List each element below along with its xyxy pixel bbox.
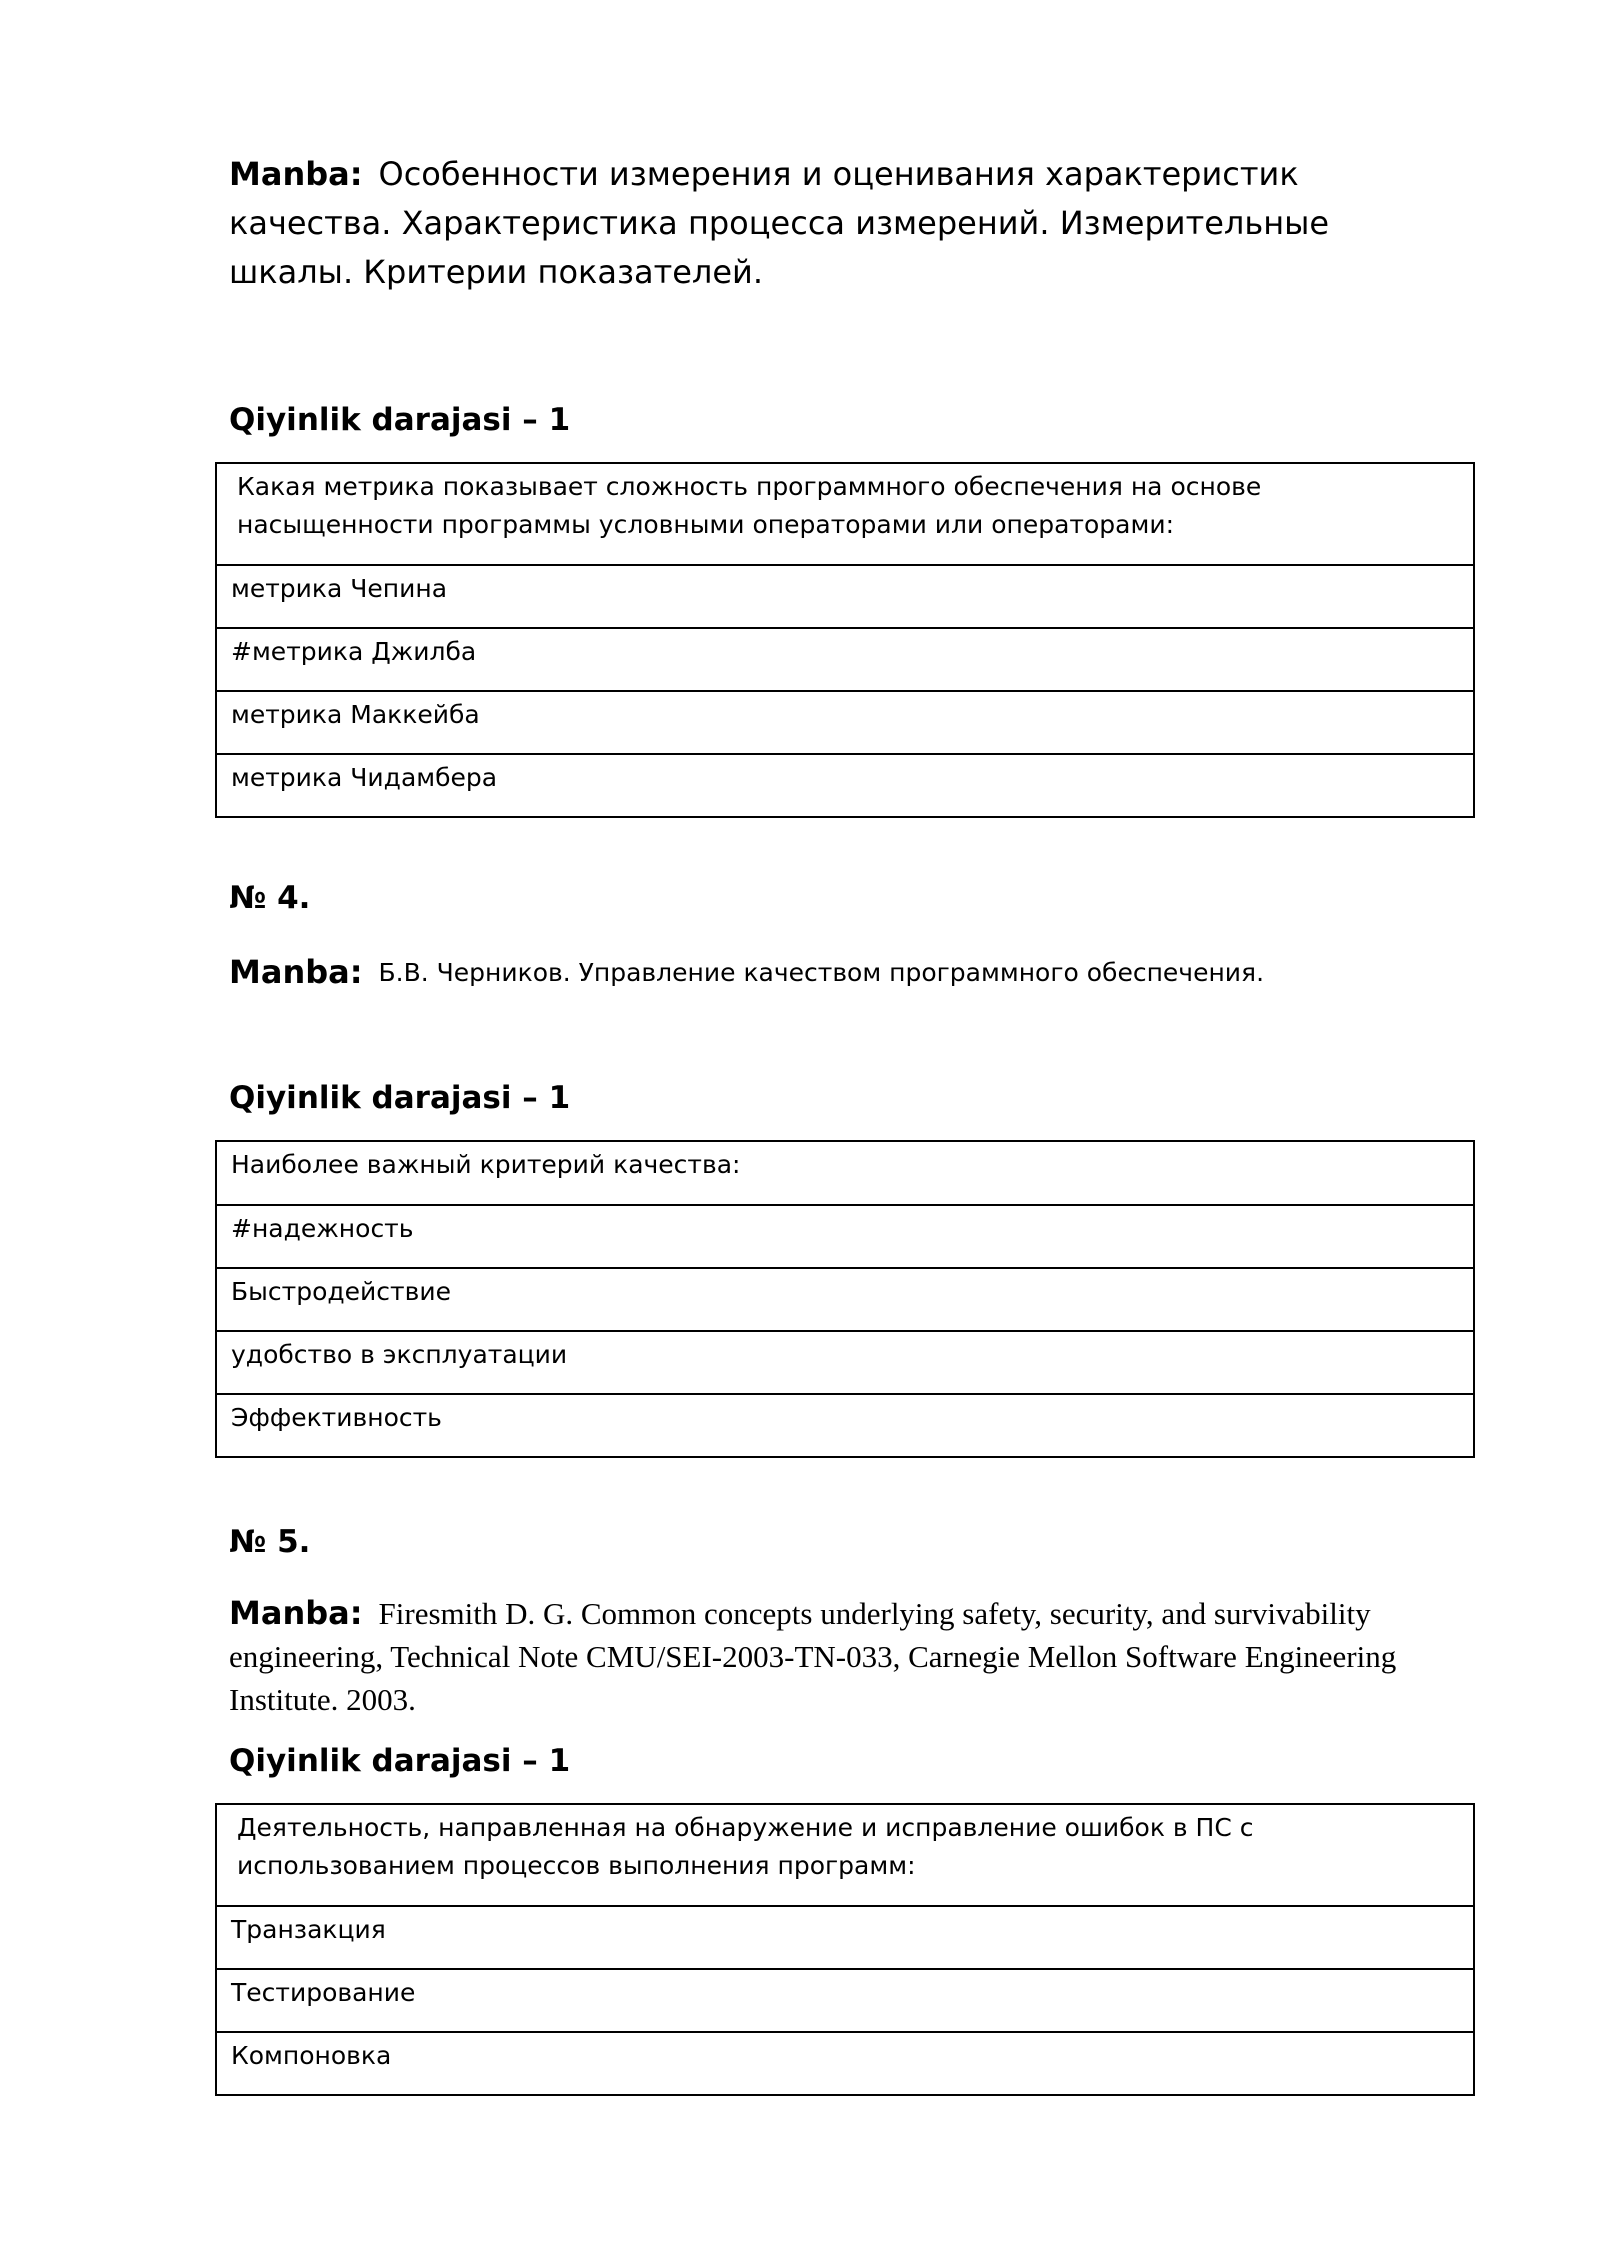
table-row bbox=[216, 2032, 1474, 2095]
answer-option: Эффективность bbox=[216, 1394, 1474, 1457]
question-text: Наиболее важный критерий качества: bbox=[216, 1141, 1474, 1205]
question-number: № 5. bbox=[229, 1524, 311, 1560]
answer-option: #надежность bbox=[216, 1205, 1474, 1268]
table-row bbox=[216, 628, 1474, 691]
table-row bbox=[216, 1804, 1474, 1906]
answer-option: Быстродействие bbox=[216, 1268, 1474, 1331]
source-paragraph bbox=[229, 948, 1484, 997]
table-row bbox=[216, 463, 1474, 565]
answer-option: метрика Маккейба bbox=[216, 691, 1474, 754]
source-paragraph bbox=[229, 1592, 1474, 1721]
table-row bbox=[216, 1906, 1474, 1969]
source-text: Firesmith D. G. Common concepts underlying safety, security, and survivability engineering, Technical Note CMU/SEI-2003-TN-033, Carnegie Mellon Software Engineering Institute. 2003. bbox=[229, 1596, 1397, 1717]
answer-option: метрика Чепина bbox=[216, 565, 1474, 628]
question-number: № 4. bbox=[229, 880, 311, 916]
answer-option: Транзакция bbox=[216, 1906, 1474, 1969]
source-paragraph bbox=[229, 150, 1449, 297]
answer-option: удобство в эксплуатации bbox=[216, 1331, 1474, 1394]
question-table bbox=[215, 1803, 1475, 2096]
source-label: Manba: bbox=[229, 953, 363, 991]
source-text: Особенности измерения и оценивания характеристик качества. Характеристика процесса измерений. Измерительные шкалы. Критерии показателей. bbox=[229, 155, 1330, 291]
question-table bbox=[215, 462, 1475, 818]
source-label: Manba: bbox=[229, 1594, 363, 1632]
table-row bbox=[216, 754, 1474, 817]
document-page bbox=[229, 150, 1484, 2096]
table-row bbox=[216, 1141, 1474, 1205]
answer-option: #метрика Джилба bbox=[216, 628, 1474, 691]
question-table bbox=[215, 1140, 1475, 1458]
table-row bbox=[216, 1331, 1474, 1394]
answer-option: Компоновка bbox=[216, 2032, 1474, 2095]
table-row bbox=[216, 691, 1474, 754]
table-row bbox=[216, 565, 1474, 628]
difficulty-level: Qiyinlik darajasi – 1 bbox=[229, 402, 571, 438]
difficulty-level: Qiyinlik darajasi – 1 bbox=[229, 1080, 571, 1116]
table-row bbox=[216, 1969, 1474, 2032]
source-label: Manba: bbox=[229, 155, 363, 193]
answer-option: Тестирование bbox=[216, 1969, 1474, 2032]
table-row bbox=[216, 1268, 1474, 1331]
question-text: Какая метрика показывает сложность программного обеспечения на основе насыщенности программы условными операторами или операторами: bbox=[216, 463, 1474, 565]
question-text: Деятельность, направленная на обнаружение и исправление ошибок в ПС с использованием процессов выполнения программ: bbox=[216, 1804, 1474, 1906]
source-text: Б.В. Черников. Управление качеством программного обеспечения. bbox=[378, 958, 1265, 987]
answer-option: метрика Чидамбера bbox=[216, 754, 1474, 817]
table-row bbox=[216, 1205, 1474, 1268]
difficulty-level: Qiyinlik darajasi – 1 bbox=[229, 1743, 571, 1779]
table-row bbox=[216, 1394, 1474, 1457]
